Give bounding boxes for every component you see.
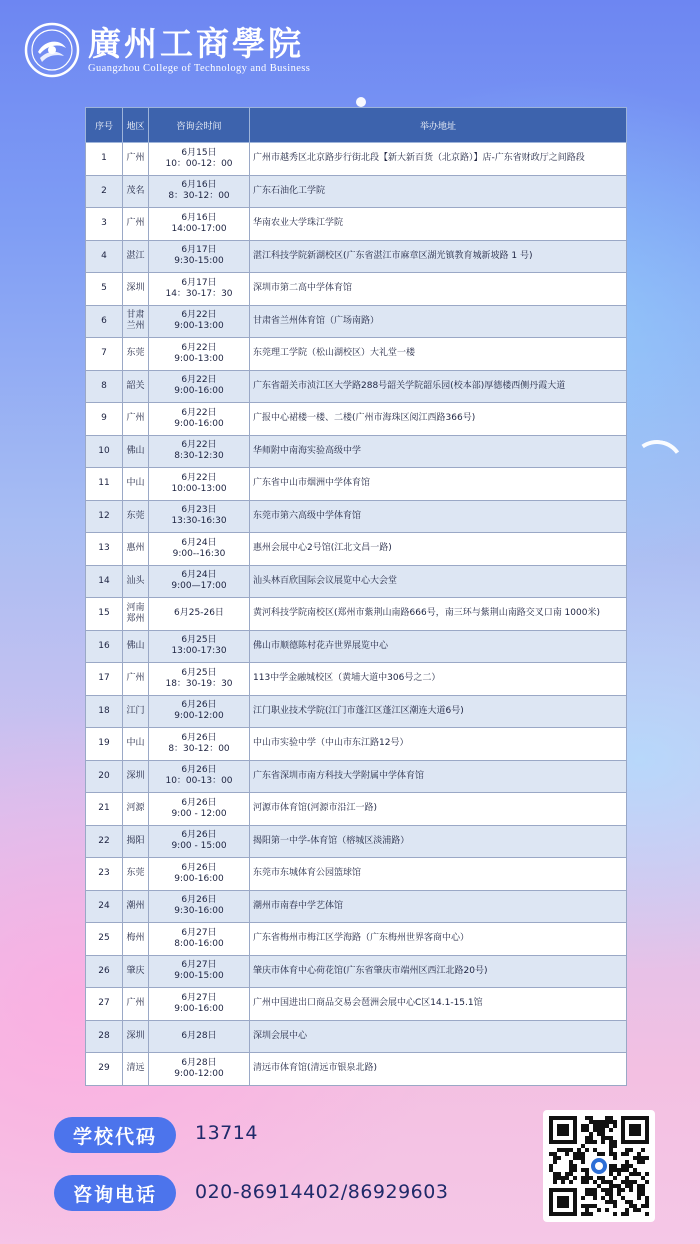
table-row bbox=[86, 890, 627, 923]
table-row bbox=[86, 403, 627, 436]
table-row bbox=[86, 175, 627, 208]
school-name-english: Guangzhou College of Technology and Business bbox=[88, 63, 311, 74]
cell-address: 揭阳第一中学-体育馆（榕城区淡浦路） bbox=[250, 825, 627, 858]
cell-time-text: 14:00-17:00 bbox=[171, 223, 227, 234]
cell-region: 汕头 bbox=[123, 565, 149, 598]
cell-date-text: 6月27日 bbox=[181, 960, 217, 971]
cell-address: 清远市体育馆(清远市银泉北路) bbox=[250, 1053, 627, 1086]
cell-address: 汕头林百欣国际会议展览中心大会堂 bbox=[250, 565, 627, 598]
cell-time-text: 9:00-16:00 bbox=[174, 386, 224, 397]
cell-no: 11 bbox=[86, 468, 123, 501]
cell-no: 18 bbox=[86, 695, 123, 728]
cell-address: 华师附中南海实验高级中学 bbox=[250, 435, 627, 468]
cell-no: 2 bbox=[86, 175, 123, 208]
cell-time-text: 9:00-13:00 bbox=[174, 353, 224, 364]
cell-address: 华南农业大学珠江学院 bbox=[250, 208, 627, 241]
table-row bbox=[86, 1020, 627, 1053]
cell-date-text: 6月26日 bbox=[181, 765, 217, 776]
cell-region: 潮州 bbox=[123, 890, 149, 923]
cell-time bbox=[149, 208, 250, 241]
cell-no: 21 bbox=[86, 793, 123, 826]
cell-region: 佛山 bbox=[123, 435, 149, 468]
cell-time bbox=[149, 630, 250, 663]
table-row bbox=[86, 728, 627, 761]
cell-time bbox=[149, 435, 250, 468]
cell-time-text: 13:00-17:30 bbox=[171, 646, 227, 657]
cell-no: 12 bbox=[86, 500, 123, 533]
cell-region: 茂名 bbox=[123, 175, 149, 208]
cell-region: 揭阳 bbox=[123, 825, 149, 858]
cell-no: 25 bbox=[86, 923, 123, 956]
cell-date-text: 6月25日 bbox=[181, 667, 217, 678]
column-header-address: 举办地址 bbox=[250, 108, 627, 143]
cell-no: 28 bbox=[86, 1020, 123, 1053]
cell-date-text: 6月24日 bbox=[181, 537, 217, 548]
cell-time bbox=[149, 890, 250, 923]
cell-no: 5 bbox=[86, 273, 123, 306]
cell-region: 湛江 bbox=[123, 240, 149, 273]
cell-no: 24 bbox=[86, 890, 123, 923]
cell-region: 江门 bbox=[123, 695, 149, 728]
school-emblem-icon bbox=[24, 22, 80, 78]
cell-no: 19 bbox=[86, 728, 123, 761]
cell-time-text: 9:00-15:00 bbox=[174, 971, 224, 982]
cell-region: 中山 bbox=[123, 728, 149, 761]
cell-address: 广州市越秀区北京路步行街北段【新大新百货（北京路）】店-广东省财政厅之间路段 bbox=[250, 143, 627, 176]
decorative-dot bbox=[356, 97, 366, 107]
cell-address: 东莞市东城体育公园篮球馆 bbox=[250, 858, 627, 891]
column-header-region: 地区 bbox=[123, 108, 149, 143]
cell-no: 14 bbox=[86, 565, 123, 598]
cell-address: 113中学金融城校区（黄埔大道中306号之二） bbox=[250, 663, 627, 696]
table-row bbox=[86, 565, 627, 598]
cell-no: 3 bbox=[86, 208, 123, 241]
cell-time-text: 10:00-13:00 bbox=[171, 483, 227, 494]
cell-no: 22 bbox=[86, 825, 123, 858]
cell-address: 广东石油化工学院 bbox=[250, 175, 627, 208]
cell-time bbox=[149, 728, 250, 761]
cell-date-text: 6月22日 bbox=[181, 310, 217, 321]
cell-no: 1 bbox=[86, 143, 123, 176]
cell-no: 7 bbox=[86, 338, 123, 371]
cell-region: 韶关 bbox=[123, 370, 149, 403]
table-row bbox=[86, 663, 627, 696]
cell-time bbox=[149, 988, 250, 1021]
table-row bbox=[86, 338, 627, 371]
qr-code bbox=[543, 1110, 655, 1222]
cell-region: 东莞 bbox=[123, 338, 149, 371]
cell-time bbox=[149, 240, 250, 273]
decorative-arc bbox=[626, 436, 689, 499]
qr-code-icon bbox=[549, 1116, 649, 1216]
cell-date-text: 6月25日 bbox=[181, 635, 217, 646]
cell-no: 6 bbox=[86, 305, 123, 338]
cell-date-text: 6月27日 bbox=[181, 992, 217, 1003]
cell-time-text: 9:00 - 12:00 bbox=[171, 808, 227, 819]
cell-date-text: 6月17日 bbox=[181, 245, 217, 256]
cell-address: 广东省韶关市浈江区大学路288号韶关学院韶乐园(校本部)厚德楼西侧丹霞大道 bbox=[250, 370, 627, 403]
cell-time bbox=[149, 500, 250, 533]
phone-value: 020-86914402/86929603 bbox=[195, 1181, 449, 1203]
cell-time-text: 9:00-13:00 bbox=[174, 321, 224, 332]
table-row bbox=[86, 695, 627, 728]
cell-address: 黄河科技学院南校区(郑州市紫荆山南路666号，南三环与紫荆山南路交叉口南 1000米) bbox=[250, 598, 627, 631]
table-row bbox=[86, 273, 627, 306]
cell-time bbox=[149, 143, 250, 176]
cell-time-text: 8：30-12：00 bbox=[168, 191, 230, 202]
cell-time bbox=[149, 175, 250, 208]
cell-no: 8 bbox=[86, 370, 123, 403]
cell-time bbox=[149, 370, 250, 403]
cell-address: 广东省中山市烟洲中学体育馆 bbox=[250, 468, 627, 501]
school-code-value: 13714 bbox=[195, 1122, 258, 1144]
cell-time bbox=[149, 793, 250, 826]
cell-address: 湛江科技学院新湖校区(广东省湛江市麻章区湖光镇教育城新坡路 1 号) bbox=[250, 240, 627, 273]
cell-date-text: 6月22日 bbox=[181, 472, 217, 483]
cell-address: 深圳会展中心 bbox=[250, 1020, 627, 1053]
table-row bbox=[86, 858, 627, 891]
cell-time-text: 9:00-16:00 bbox=[174, 418, 224, 429]
cell-region: 广州 bbox=[123, 663, 149, 696]
cell-time-text: 10：00-13：00 bbox=[165, 776, 233, 787]
table-row bbox=[86, 435, 627, 468]
table-row bbox=[86, 468, 627, 501]
cell-address: 广东省深圳市南方科技大学附属中学体育馆 bbox=[250, 760, 627, 793]
cell-no: 20 bbox=[86, 760, 123, 793]
cell-time-text: 9:00-12:00 bbox=[174, 711, 224, 722]
cell-date-text: 6月16日 bbox=[181, 180, 217, 191]
cell-address: 甘肃省兰州体育馆（广场南路） bbox=[250, 305, 627, 338]
cell-region: 广州 bbox=[123, 143, 149, 176]
cell-address: 广州中国进出口商品交易会琶洲会展中心C区14.1-15.1馆 bbox=[250, 988, 627, 1021]
table-row bbox=[86, 988, 627, 1021]
cell-time-text: 8:30-12:30 bbox=[174, 451, 224, 462]
cell-region: 佛山 bbox=[123, 630, 149, 663]
cell-time bbox=[149, 565, 250, 598]
table-row bbox=[86, 760, 627, 793]
cell-time bbox=[149, 338, 250, 371]
cell-region: 广州 bbox=[123, 403, 149, 436]
cell-time-text: 9:30-16:00 bbox=[174, 906, 224, 917]
cell-time bbox=[149, 273, 250, 306]
cell-region: 清远 bbox=[123, 1053, 149, 1086]
cell-time bbox=[149, 468, 250, 501]
cell-date-text: 6月24日 bbox=[181, 570, 217, 581]
cell-address: 东莞市第六高级中学体育馆 bbox=[250, 500, 627, 533]
cell-date-text: 6月26日 bbox=[181, 895, 217, 906]
cell-time-text: 10：00-12：00 bbox=[165, 158, 233, 169]
cell-time bbox=[149, 1053, 250, 1086]
cell-region: 深圳 bbox=[123, 273, 149, 306]
cell-date-text: 6月17日 bbox=[181, 277, 217, 288]
cell-date-text: 6月26日 bbox=[181, 732, 217, 743]
cell-time bbox=[149, 955, 250, 988]
column-header-no: 序号 bbox=[86, 108, 123, 143]
cell-region: 广州 bbox=[123, 988, 149, 1021]
table-header-row bbox=[86, 108, 627, 143]
cell-date-text: 6月16日 bbox=[181, 212, 217, 223]
cell-date-text: 6月23日 bbox=[181, 505, 217, 516]
cell-time-text: 9:00--16:30 bbox=[172, 548, 226, 559]
cell-time bbox=[149, 858, 250, 891]
cell-region: 广州 bbox=[123, 208, 149, 241]
cell-address: 东莞理工学院（松山湖校区）大礼堂一楼 bbox=[250, 338, 627, 371]
cell-date-text: 6月25-26日 bbox=[174, 608, 224, 619]
cell-address: 中山市实验中学（中山市东江路12号） bbox=[250, 728, 627, 761]
cell-date-text: 6月28日 bbox=[181, 1030, 217, 1041]
cell-date-text: 6月27日 bbox=[181, 927, 217, 938]
header bbox=[24, 18, 310, 82]
cell-no: 15 bbox=[86, 598, 123, 631]
school-code-label: 学校代码 bbox=[54, 1117, 176, 1153]
cell-date-text: 6月22日 bbox=[181, 375, 217, 386]
cell-region: 河南 郑州 bbox=[123, 598, 149, 631]
table-body bbox=[86, 143, 627, 1086]
schedule-table-container bbox=[85, 107, 626, 1086]
cell-time-text: 9:00-12:00 bbox=[174, 1068, 224, 1079]
cell-no: 26 bbox=[86, 955, 123, 988]
cell-time bbox=[149, 533, 250, 566]
schedule-table bbox=[85, 107, 627, 1086]
cell-date-text: 6月26日 bbox=[181, 797, 217, 808]
cell-address: 广报中心裙楼一楼、二楼(广州市海珠区阅江西路366号) bbox=[250, 403, 627, 436]
table-row bbox=[86, 630, 627, 663]
cell-time bbox=[149, 598, 250, 631]
cell-region: 深圳 bbox=[123, 760, 149, 793]
cell-time bbox=[149, 825, 250, 858]
table-row bbox=[86, 955, 627, 988]
cell-time-text: 13:30-16:30 bbox=[171, 516, 227, 527]
cell-time bbox=[149, 305, 250, 338]
table-row bbox=[86, 240, 627, 273]
cell-address: 江门职业技术学院(江门市蓬江区蓬江区潮连大道6号) bbox=[250, 695, 627, 728]
cell-date-text: 6月28日 bbox=[181, 1057, 217, 1068]
cell-time-text: 14：30-17：30 bbox=[165, 288, 233, 299]
cell-date-text: 6月22日 bbox=[181, 342, 217, 353]
cell-date-text: 6月15日 bbox=[181, 147, 217, 158]
table-row bbox=[86, 825, 627, 858]
cell-region: 甘肃 兰州 bbox=[123, 305, 149, 338]
cell-time-text: 9:00-16:00 bbox=[174, 873, 224, 884]
cell-address: 肇庆市体育中心荷花馆(广东省肇庆市端州区西江北路20号) bbox=[250, 955, 627, 988]
cell-date-text: 6月22日 bbox=[181, 440, 217, 451]
cell-date-text: 6月26日 bbox=[181, 700, 217, 711]
cell-region: 梅州 bbox=[123, 923, 149, 956]
cell-address: 佛山市顺德陈村花卉世界展览中心 bbox=[250, 630, 627, 663]
cell-no: 23 bbox=[86, 858, 123, 891]
cell-no: 27 bbox=[86, 988, 123, 1021]
cell-region: 东莞 bbox=[123, 500, 149, 533]
cell-date-text: 6月26日 bbox=[181, 862, 217, 873]
cell-date-text: 6月22日 bbox=[181, 407, 217, 418]
cell-time bbox=[149, 403, 250, 436]
cell-address: 惠州会展中心2号馆(江北文昌一路) bbox=[250, 533, 627, 566]
cell-address: 潮州市南春中学艺体馆 bbox=[250, 890, 627, 923]
cell-time bbox=[149, 695, 250, 728]
cell-no: 16 bbox=[86, 630, 123, 663]
table-row bbox=[86, 533, 627, 566]
cell-address: 深圳市第二高中学体育馆 bbox=[250, 273, 627, 306]
cell-time-text: 9:30-15:00 bbox=[174, 256, 224, 267]
cell-no: 4 bbox=[86, 240, 123, 273]
cell-time bbox=[149, 760, 250, 793]
cell-no: 29 bbox=[86, 1053, 123, 1086]
table-row bbox=[86, 500, 627, 533]
school-name-chinese: 廣州工商學院 bbox=[88, 24, 304, 63]
table-row bbox=[86, 208, 627, 241]
cell-time-text: 18：30-19：30 bbox=[165, 678, 233, 689]
cell-date-text: 6月26日 bbox=[181, 830, 217, 841]
table-row bbox=[86, 305, 627, 338]
cell-time-text: 9:00-16:00 bbox=[174, 1003, 224, 1014]
table-row bbox=[86, 793, 627, 826]
cell-time bbox=[149, 663, 250, 696]
table-row bbox=[86, 923, 627, 956]
cell-address: 河源市体育馆(河源市沿江一路) bbox=[250, 793, 627, 826]
cell-no: 13 bbox=[86, 533, 123, 566]
cell-time-text: 8：30-12：00 bbox=[168, 743, 230, 754]
cell-region: 河源 bbox=[123, 793, 149, 826]
cell-time-text: 9:00 - 15:00 bbox=[171, 841, 227, 852]
cell-no: 10 bbox=[86, 435, 123, 468]
cell-time-text: 8:00-16:00 bbox=[174, 938, 224, 949]
cell-time-text: 9:00—17:00 bbox=[171, 581, 227, 592]
cell-region: 中山 bbox=[123, 468, 149, 501]
table-row bbox=[86, 370, 627, 403]
cell-region: 东莞 bbox=[123, 858, 149, 891]
phone-label: 咨询电话 bbox=[54, 1175, 176, 1211]
cell-region: 深圳 bbox=[123, 1020, 149, 1053]
cell-no: 17 bbox=[86, 663, 123, 696]
column-header-time: 咨询会时间 bbox=[149, 108, 250, 143]
table-row bbox=[86, 143, 627, 176]
table-row bbox=[86, 1053, 627, 1086]
cell-region: 肇庆 bbox=[123, 955, 149, 988]
cell-region: 惠州 bbox=[123, 533, 149, 566]
cell-time bbox=[149, 923, 250, 956]
cell-address: 广东省梅州市梅江区学海路（广东梅州世界客商中心） bbox=[250, 923, 627, 956]
table-row bbox=[86, 598, 627, 631]
cell-no: 9 bbox=[86, 403, 123, 436]
cell-time bbox=[149, 1020, 250, 1053]
